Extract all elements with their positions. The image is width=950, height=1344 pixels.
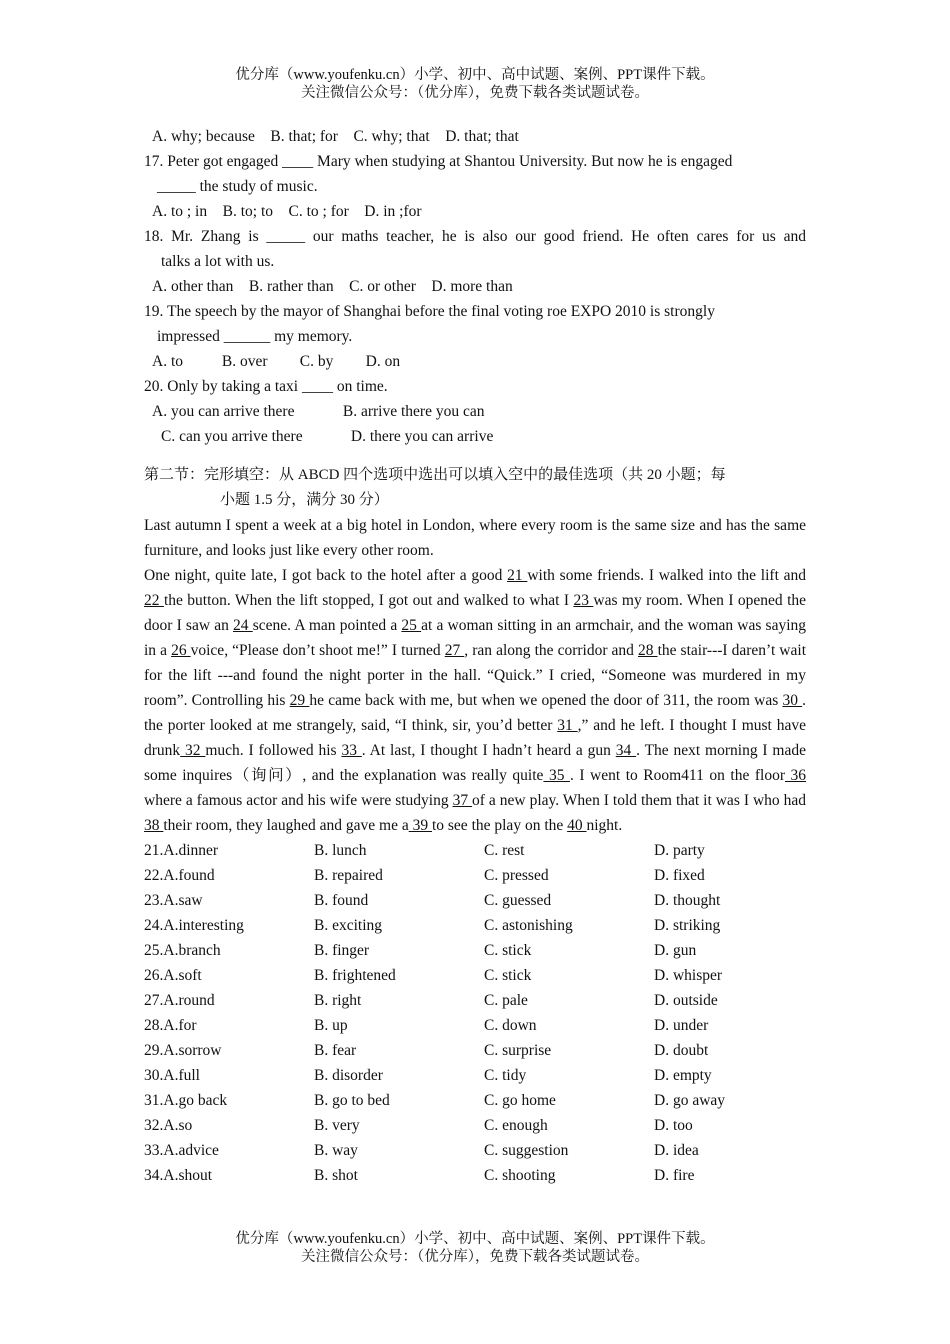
answer-row <box>144 913 806 938</box>
blank: 31 <box>557 717 578 734</box>
header-line-2: 关注微信公众号：（优分库），免费下载各类试题试卷。 <box>301 85 649 101</box>
blank: 21 <box>507 567 528 584</box>
answer-option: B. finger <box>314 942 370 959</box>
option: C. or other <box>349 278 416 295</box>
answer-option: 29.A.sorrow <box>144 1042 222 1059</box>
answer-option: D. empty <box>654 1067 712 1084</box>
q18-options <box>144 274 806 299</box>
q20-options-row2 <box>144 424 806 449</box>
option: B. to; to <box>222 203 274 220</box>
option: C. by <box>299 353 334 370</box>
section-heading: 第二节：完形填空：从 ABCD 四个选项中选出可以填入空中的最佳选项（共 20 小题；每 <box>144 467 726 483</box>
q19-options <box>144 349 806 374</box>
answer-option: 21.A.dinner <box>144 842 219 859</box>
answer-option: D. fixed <box>654 867 705 884</box>
answer-option: C. guessed <box>484 892 552 909</box>
option: C. why; that <box>353 128 430 145</box>
answer-option: D. gun <box>654 942 697 959</box>
answer-options-table <box>144 838 806 1188</box>
answer-option: D. too <box>654 1117 693 1134</box>
blank: 33 <box>341 742 362 759</box>
answer-option: 26.A.soft <box>144 967 202 984</box>
answer-option: B. shot <box>314 1167 358 1184</box>
passage-paragraph-1: Last autumn I spent a week at a big hotel in London, where every room is the same size and has the same furniture, and looks just like every other room. <box>144 517 806 559</box>
answer-option: 32.A.so <box>144 1117 193 1134</box>
option: A. to <box>152 353 183 370</box>
option: C. to ; for <box>288 203 349 220</box>
blank: 24 <box>233 617 253 634</box>
answer-option: C. surprise <box>484 1042 552 1059</box>
answer-option: D. striking <box>654 917 721 934</box>
answer-option: D. go away <box>654 1092 726 1109</box>
exam-content <box>144 124 806 1188</box>
answer-option: B. right <box>314 992 362 1009</box>
answer-option: B. frightened <box>314 967 396 984</box>
section-heading-cont: 小题 1.5 分，满分 30 分） <box>220 492 389 508</box>
answer-option: 24.A.interesting <box>144 917 244 934</box>
blank: 26 <box>171 642 191 659</box>
answer-option: 25.A.branch <box>144 942 221 959</box>
blank: 29 <box>289 692 310 709</box>
option: D. there you can arrive <box>350 428 494 445</box>
answer-option: 31.A.go back <box>144 1092 228 1109</box>
answer-row <box>144 988 806 1013</box>
option: C. can you arrive there <box>161 428 303 445</box>
answer-row <box>144 838 806 863</box>
option: B. rather than <box>248 278 334 295</box>
answer-row <box>144 1013 806 1038</box>
blank: 37 <box>452 792 473 809</box>
blank: 38 <box>144 817 164 834</box>
option: B. arrive there you can <box>342 403 485 420</box>
blank: 25 <box>401 617 422 634</box>
q17-stem-cont: _____ the study of music. <box>157 178 318 195</box>
answer-option: B. go to bed <box>314 1092 390 1109</box>
page-header <box>0 66 950 102</box>
option: A. other than <box>152 278 234 295</box>
answer-option: 33.A.advice <box>144 1142 219 1159</box>
answer-option: D. fire <box>654 1167 695 1184</box>
option: D. that; that <box>445 128 519 145</box>
answer-row <box>144 863 806 888</box>
blank: 23 <box>573 592 594 609</box>
option: B. over <box>221 353 268 370</box>
answer-option: D. whisper <box>654 967 723 984</box>
option: D. on <box>365 353 401 370</box>
answer-option: D. thought <box>654 892 721 909</box>
blank: 22 <box>144 592 164 609</box>
answer-option: B. disorder <box>314 1067 383 1084</box>
blank: 28 <box>638 642 658 659</box>
q18-stem: 18. Mr. Zhang is _____ our maths teacher, he is also our good friend. He often cares for us and <box>144 228 806 245</box>
answer-row <box>144 1138 806 1163</box>
q17-stem: 17. Peter got engaged ____ Mary when studying at Shantou University. But now he is engaged <box>144 153 733 170</box>
answer-row <box>144 1088 806 1113</box>
passage-paragraph-2: One night, quite late, I got back to the hotel after a good 21 with some friends. I walked into the lift and 22 the button. When the lift stopped, I got out and walked to what I 23 was my room. When I opened the door I saw an 24 scene. A man pointed a 25 at a woman sitting in an armchair, and the woman was saying in a 26 voice, “Please don’t shoot me!” I turned 27 , ran along the corridor and 28 the stair---I daren’t wait for the lift ---and found the night porter in the hall. “Quick.” I cried, “Someone was murdered in my room”. Controlling his 29 he came back with me, but when we opened the door of 311, the room was 30 . the porter looked at me strangely, said, “I think, sir, you’d better 31 ,” and he left. I thought I must have drunk 32 much. I followed his 33 . At last, I thought I hadn’t heard a gun 34 . The next morning I made some inquires（询问）, and the explanation was really quite 35 . I went to Room411 on the floor 36 where a famous actor and his wife were studying 37 of a new play. When I told them that it was I who had 38 their room, they laughed and gave me a 39 to see the play on the 40 night. <box>144 567 807 834</box>
answer-option: B. exciting <box>314 917 383 934</box>
answer-option: B. very <box>314 1117 360 1134</box>
answer-row <box>144 1163 806 1188</box>
blank: 40 <box>567 817 587 834</box>
option: B. that; for <box>270 128 338 145</box>
q20-options-row1 <box>144 399 806 424</box>
blank: 27 <box>444 642 465 659</box>
answer-option: C. enough <box>484 1117 548 1134</box>
answer-option: 23.A.saw <box>144 892 203 909</box>
answer-option: B. lunch <box>314 842 367 859</box>
answer-option: B. repaired <box>314 867 383 884</box>
blank: 35 <box>543 767 570 784</box>
answer-option: C. stick <box>484 942 532 959</box>
answer-option: C. tidy <box>484 1067 527 1084</box>
answer-option: C. pressed <box>484 867 549 884</box>
answer-option: D. outside <box>654 992 718 1009</box>
q20-stem: 20. Only by taking a taxi ____ on time. <box>144 378 388 395</box>
answer-option: D. idea <box>654 1142 699 1159</box>
footer-line-2: 关注微信公众号：（优分库），免费下载各类试题试卷。 <box>301 1249 649 1265</box>
blank: 36 <box>784 767 807 784</box>
option: D. more than <box>431 278 513 295</box>
answer-option: C. astonishing <box>484 917 573 934</box>
q19-stem: 19. The speech by the mayor of Shanghai before the final voting roe EXPO 2010 is strongly <box>144 303 715 320</box>
answer-option: C. down <box>484 1017 537 1034</box>
answer-option: 28.A.for <box>144 1017 197 1034</box>
blank: 32 <box>180 742 206 759</box>
option: D. in ;for <box>364 203 422 220</box>
answer-row <box>144 1113 806 1138</box>
blank: 30 <box>782 692 803 709</box>
answer-option: C. suggestion <box>484 1142 569 1159</box>
option: A. why; because <box>152 128 255 145</box>
answer-option: B. found <box>314 892 369 909</box>
answer-row <box>144 888 806 913</box>
blank: 34 <box>615 742 637 759</box>
header-line-1: 优分库（www.youfenku.cn）小学、初中、高中试题、案例、PPT课件下载。 <box>235 67 715 83</box>
answer-option: D. under <box>654 1017 709 1034</box>
answer-option: C. pale <box>484 992 528 1009</box>
answer-option: B. way <box>314 1142 358 1159</box>
answer-row <box>144 938 806 963</box>
answer-option: C. shooting <box>484 1167 556 1184</box>
q19-stem-cont: impressed ______ my memory. <box>157 328 353 345</box>
answer-row <box>144 1063 806 1088</box>
answer-option: B. up <box>314 1017 348 1034</box>
answer-option: 34.A.shout <box>144 1167 213 1184</box>
q18-stem-cont: talks a lot with us. <box>161 253 275 270</box>
answer-option: C. stick <box>484 967 532 984</box>
option: A. you can arrive there <box>152 403 295 420</box>
option: A. to ; in <box>152 203 208 220</box>
answer-option: D. party <box>654 842 705 859</box>
q16-options <box>144 124 806 149</box>
blank: 39 <box>408 817 432 834</box>
footer-line-1: 优分库（www.youfenku.cn）小学、初中、高中试题、案例、PPT课件下载。 <box>235 1231 715 1247</box>
answer-option: 27.A.round <box>144 992 215 1009</box>
answer-row <box>144 963 806 988</box>
answer-option: D. doubt <box>654 1042 709 1059</box>
answer-option: C. go home <box>484 1092 556 1109</box>
answer-option: 22.A.found <box>144 867 215 884</box>
page-footer <box>0 1230 950 1266</box>
answer-option: C. rest <box>484 842 525 859</box>
answer-row <box>144 1038 806 1063</box>
answer-option: B. fear <box>314 1042 357 1059</box>
answer-option: 30.A.full <box>144 1067 200 1084</box>
q17-options <box>144 199 806 224</box>
